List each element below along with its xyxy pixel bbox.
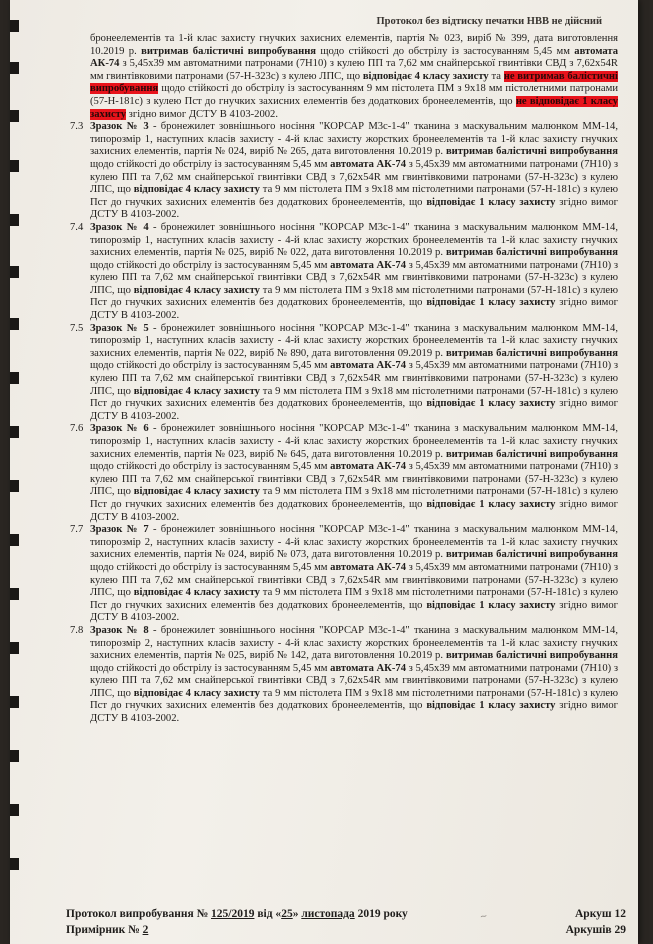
text-run: щодо стійкості до обстрілу із застосуванням 5,45 мм (90, 662, 331, 674)
text-run: - бронежилет зовнішнього носіння "КОРСАР М3с-1-4" тканина з маскувальним малюнком ММ-14, типорозмір (90, 624, 618, 649)
text-run: 024 (228, 146, 245, 158)
text-run: з 5,45х39 мм автоматними патронами (7Н10) з кулею ПП та 7,62 мм снайперської гвинтівки СВД з 7,62х54R мм гвинтівковими патронами (57-Н-323с) з кулею ЛПС, що (90, 561, 619, 599)
text-run: та 9 мм пістолета ПМ з 9х18 мм пістолетними патронами (57-Н-181с) з кулею Пст до гнучких захисних елементів без додаткових бронеелементів, що (90, 687, 618, 712)
text-run: 025 (228, 247, 245, 259)
highlight-failed: не витримав балістичні випробування (90, 70, 618, 95)
text-run: автомата АК-74 (330, 158, 406, 170)
text-run: відповідає 1 класу захисту (426, 196, 556, 208)
copy-line: Примірник № 2 (66, 924, 149, 936)
sheet-info: Аркуш 12 Аркушів 29 (565, 908, 626, 936)
text-run: та 9 мм пістолета ПМ з 9х18 мм пістолетними патронами (57-Н-181с) з кулею Пст до гнучких захисних елементів без додаткових бронеелементів, що (90, 284, 618, 309)
text-run: згідно вимог ДСТУ В 4103-2002. (90, 297, 618, 322)
item-number: 7.5 (70, 322, 84, 334)
text-run: відповідає 4 класу захисту (133, 385, 260, 397)
text-run: , наступних класів захисту - 4-й клас захисту жорстких бронеелементів та 1-й клас захисту гнучких захисних елементів, партія № (90, 637, 618, 662)
text-run: 073 (290, 549, 307, 561)
text-run: автомата АК-74 (330, 360, 406, 372)
text-run: відповідає 4 класу захисту (133, 284, 260, 296)
text-run: , дата виготовлення (306, 650, 398, 662)
text-run: згідно вимог ДСТУ В 4103-2002. (90, 498, 618, 523)
text-run: р. (432, 448, 446, 460)
text-run: витримав балістичні випробування (445, 347, 618, 359)
text-run: 10.2019 (397, 146, 433, 158)
text-run: , виріб № (244, 247, 291, 259)
item-number: 7.4 (70, 221, 84, 233)
sample-title: Зразок № 4 (90, 221, 149, 233)
text-run: щодо стійкості до обстрілу із застосуванням 5,45 мм (90, 158, 331, 170)
text-run: щодо стійкості до обстрілу із застосуванням 5,45 мм (90, 259, 331, 271)
sample-paragraph (60, 323, 618, 424)
text-run: р. (432, 146, 446, 158)
text-run: 1 (144, 133, 151, 145)
text-run: 10.2019 (397, 247, 433, 259)
text-run: 1 (144, 335, 151, 347)
sample-title: Зразок № 8 (90, 624, 149, 636)
text-run: відповідає 4 класу захисту (133, 587, 260, 599)
text-run: , наступних класів захисту - 4-й клас захисту жорстких бронеелементів та 1-й клас захисту гнучких захисних елементів, партія № (90, 335, 618, 359)
text-run: 10.2019 (397, 549, 433, 561)
text-run: 265 (290, 146, 307, 158)
text-run: та 9 мм пістолета ПМ з 9х18 мм пістолетними патронами (57-Н-181с) з кулею Пст до гнучких захисних елементів без додаткових бронеелементів, що (90, 184, 618, 208)
sample-paragraph (60, 222, 618, 323)
text-run: з 5,45х39 мм автоматними патронами (7Н10) з кулею ПП та 7,62 мм снайперської гвинтівки СВД з 7,62х54R мм гвинтівковими патронами (57-Н-323с) з кулею ЛПС, що (90, 662, 619, 699)
text-run: автомата АК-74 (330, 461, 406, 473)
text-run: 023 (228, 448, 245, 460)
text-run: згідно вимог ДСТУ В 4103-2002. (90, 398, 618, 422)
sample-title: Зразок № 6 (90, 423, 149, 435)
text-run: 2 (144, 536, 151, 548)
text-run: автомата АК-74 (330, 561, 406, 573)
text-run: щодо стійкості до обстрілу із застосуванням 5,45 мм (90, 360, 331, 372)
text-run: відповідає 1 класу захисту (426, 700, 556, 712)
sample-title: Зразок № 7 (90, 524, 149, 536)
text-run: витримав балістичні випробування (445, 448, 618, 460)
text-run: 022 (228, 347, 245, 359)
text-run: та 9 мм пістолета ПМ з 9х18 мм пістолетними патронами (57-Н-181с) з кулею Пст до гнучких захисних елементів без додаткових бронеелементів, що (90, 385, 618, 410)
text-run: - бронежилет зовнішнього носіння "КОРСАР М3с-1-4" тканина з маскувальним малюнком ММ-14, типорозмір (90, 221, 618, 246)
text-run: 024 (228, 549, 245, 561)
text-run: 890 (290, 347, 307, 359)
item-number: 7.8 (70, 624, 84, 636)
document-page (10, 0, 638, 944)
text-run: з 5,45х39 мм автоматними патронами (7Н10) з кулею ПП та 7,62 мм снайперської гвинтівки СВД з 7,62х54R мм гвинтівковими патронами (57-Н-323с) з кулею ЛПС, що (90, 259, 619, 296)
text-run: р. (432, 347, 446, 359)
text-run: 10.2019 (397, 650, 433, 662)
text-run: щодо стійкості до обстрілу із застосуванням 5,45 мм (90, 461, 331, 473)
text-run: та 9 мм пістолета ПМ з 9х18 мм пістолетними патронами (57-Н-181с) з кулею Пст до гнучких захисних елементів без додаткових бронеелементів, що (90, 587, 618, 611)
text-run: , дата виготовлення (306, 146, 398, 158)
text-run: - бронежилет зовнішнього носіння "КОРСАР М3с-1-4" тканина з маскувальним малюнком ММ-14, типорозмір (90, 322, 618, 347)
sample-paragraph (60, 423, 618, 524)
text-run: витримав балістичні випробування (445, 549, 618, 561)
text-run: , наступних класів захисту - 4-й клас захисту жорстких бронеелементів та 1-й клас захисту гнучких захисних елементів, партія № (90, 234, 618, 259)
text-run: , дата виготовлення (306, 347, 398, 359)
item-number: 7.3 (70, 121, 84, 133)
text-run: відповідає 1 класу захисту (426, 297, 556, 309)
text-run: р. (432, 650, 446, 662)
text-run: витримав балістичні випробування (445, 247, 618, 259)
text-run: з 5,45х39 мм автоматними патронами (7Н10) з кулею ПП та 7,62 мм снайперської гвинтівки СВД з 7,62х54R мм гвинтівковими патронами (57-Н-323с) з кулею ЛПС, що (90, 158, 619, 196)
text-run: згідно вимог ДСТУ В 4103-2002. (90, 196, 618, 221)
page-footer (66, 906, 626, 938)
text-run: відповідає 1 класу захисту (426, 599, 556, 611)
text-run: 022 (290, 247, 307, 259)
text-run: , виріб № (244, 650, 291, 662)
text-run: відповідає 1 класу захисту (426, 398, 556, 410)
text-run: , виріб № (244, 146, 291, 158)
highlight-not-class1: не відповідає 1 класу захисту (90, 95, 619, 120)
sample-title: Зразок № 3 (90, 121, 149, 133)
text-run: , наступних класів захисту - 4-й клас захисту жорстких бронеелементів та 1-й клас захисту гнучких захисних елементів, партія № (90, 536, 618, 561)
item-number: 7.6 (70, 423, 84, 435)
page-header: Протокол без відтиску печатки НВВ не дійсний (376, 16, 602, 27)
text-run: відповідає 4 класу захисту (133, 687, 260, 699)
text-run: відповідає 1 класу захисту (426, 498, 556, 510)
text-run: 2 (144, 637, 151, 649)
text-run: та 9 мм пістолета ПМ з 9х18 мм пістолетними патронами (57-Н-181с) з кулею Пст до гнучких захисних елементів без додаткових бронеелементів, що (90, 486, 618, 510)
text-run: р. (432, 549, 446, 561)
text-run: - бронежилет зовнішнього носіння "КОРСАР М3с-1-4" тканина з маскувальним малюнком ММ-14, типорозмір (90, 121, 618, 145)
text-run: з 5,45х39 мм автоматними патронами (7Н10) з кулею ПП та 7,62 мм снайперської гвинтівки СВД з 7,62х54R мм гвинтівковими патронами (57-Н-323с) з кулею ЛПС, що (90, 461, 619, 498)
text-run: 025 (228, 650, 245, 662)
sample-paragraph (60, 121, 618, 222)
text-run: , виріб № (244, 347, 291, 359)
text-run: витримав балістичні випробування (445, 650, 618, 662)
text-run: - бронежилет зовнішнього носіння "КОРСАР М3с-1-4" тканина з маскувальним малюнком ММ-14, типорозмір (90, 524, 618, 548)
protocol-line: Протокол випробування № 125/2019 від «25» листопада 2019 року (66, 908, 408, 920)
sample-paragraph (60, 524, 618, 625)
text-run: з 5,45х39 мм автоматними патронами (7Н10) з кулею ПП та 7,62 мм снайперської гвинтівки СВД з 7,62х54R мм гвинтівковими патронами (57-Н-323с) з кулею ЛПС, що (90, 360, 619, 397)
sample-title: Зразок № 5 (90, 322, 149, 334)
text-run: , виріб № (244, 549, 291, 561)
text-run: 1 (144, 436, 151, 447)
text-run: відповідає 4 класу захисту (133, 184, 260, 196)
text-run: автомата АК-74 (330, 662, 406, 674)
text-run: згідно вимог ДСТУ В 4103-2002. (90, 700, 618, 725)
text-run: згідно вимог ДСТУ В 4103-2002. (90, 599, 618, 624)
text-run: , дата виготовлення (306, 247, 398, 259)
text-run: , наступних класів захисту - 4-й клас захисту жорстких бронеелементів та 1-й клас захисту гнучких захисних елементів, партія № (90, 436, 618, 460)
text-run: щодо стійкості до обстрілу із застосуванням 5,45 мм (90, 561, 331, 573)
text-run: відповідає 4 класу захисту (133, 486, 260, 498)
item-number: 7.7 (70, 524, 84, 536)
intro-paragraph: бронеелементів та 1-й клас захисту гнучких захисних елементів, партія № 023, виріб № 399, дата виготовлення 10.2019 р. витримав балістичні випробування щодо стійкості до обстрілу із застосуванням 5,45 мм автомата АК-74 з 5,45х39 мм автоматними патронами (7Н10) з кулею ПП та 7,62 мм снайперської гвинтівки СВД з 7,62х54R мм гвинтівковими патронами (57-Н-323с) з кулею ЛПС, що відповідає 4 класу захисту та не витримав балістичні випробування щодо стійкості до обстрілу із застосуванням 9 мм пістолета ПМ з 9х18 мм пістолетними патронами (57-Н-181с) з кулею Пст до гнучких захисних елементів без додаткових бронеелементів, що не відповідає 1 класу захисту згідно вимог ДСТУ В 4103-2002. (90, 33, 619, 120)
text-run: , дата виготовлення (306, 448, 398, 460)
text-run: 645 (290, 448, 307, 460)
text-run: 1 (144, 234, 151, 246)
text-run: , наступних класів захисту - 4-й клас захисту жорстких бронеелементів та 1-й клас захисту гнучких захисних елементів, партія № (90, 133, 618, 158)
text-run: - бронежилет зовнішнього носіння "КОРСАР М3с-1-4" тканина з маскувальним малюнком ММ-14, типорозмір (90, 423, 618, 447)
text-run: 09.2019 (397, 347, 433, 359)
text-run: автомата АК-74 (330, 259, 406, 271)
text-run: 142 (290, 650, 307, 662)
handwritten-mark: ~ (479, 911, 489, 923)
document-body (60, 33, 618, 726)
sample-list (60, 121, 618, 726)
text-run: р. (432, 247, 446, 259)
text-run: , дата виготовлення (306, 549, 398, 561)
text-run: , виріб № (244, 448, 291, 460)
sample-paragraph (60, 625, 618, 726)
text-run: 10.2019 (397, 448, 433, 460)
text-run: витримав балістичні випробування (445, 146, 618, 158)
